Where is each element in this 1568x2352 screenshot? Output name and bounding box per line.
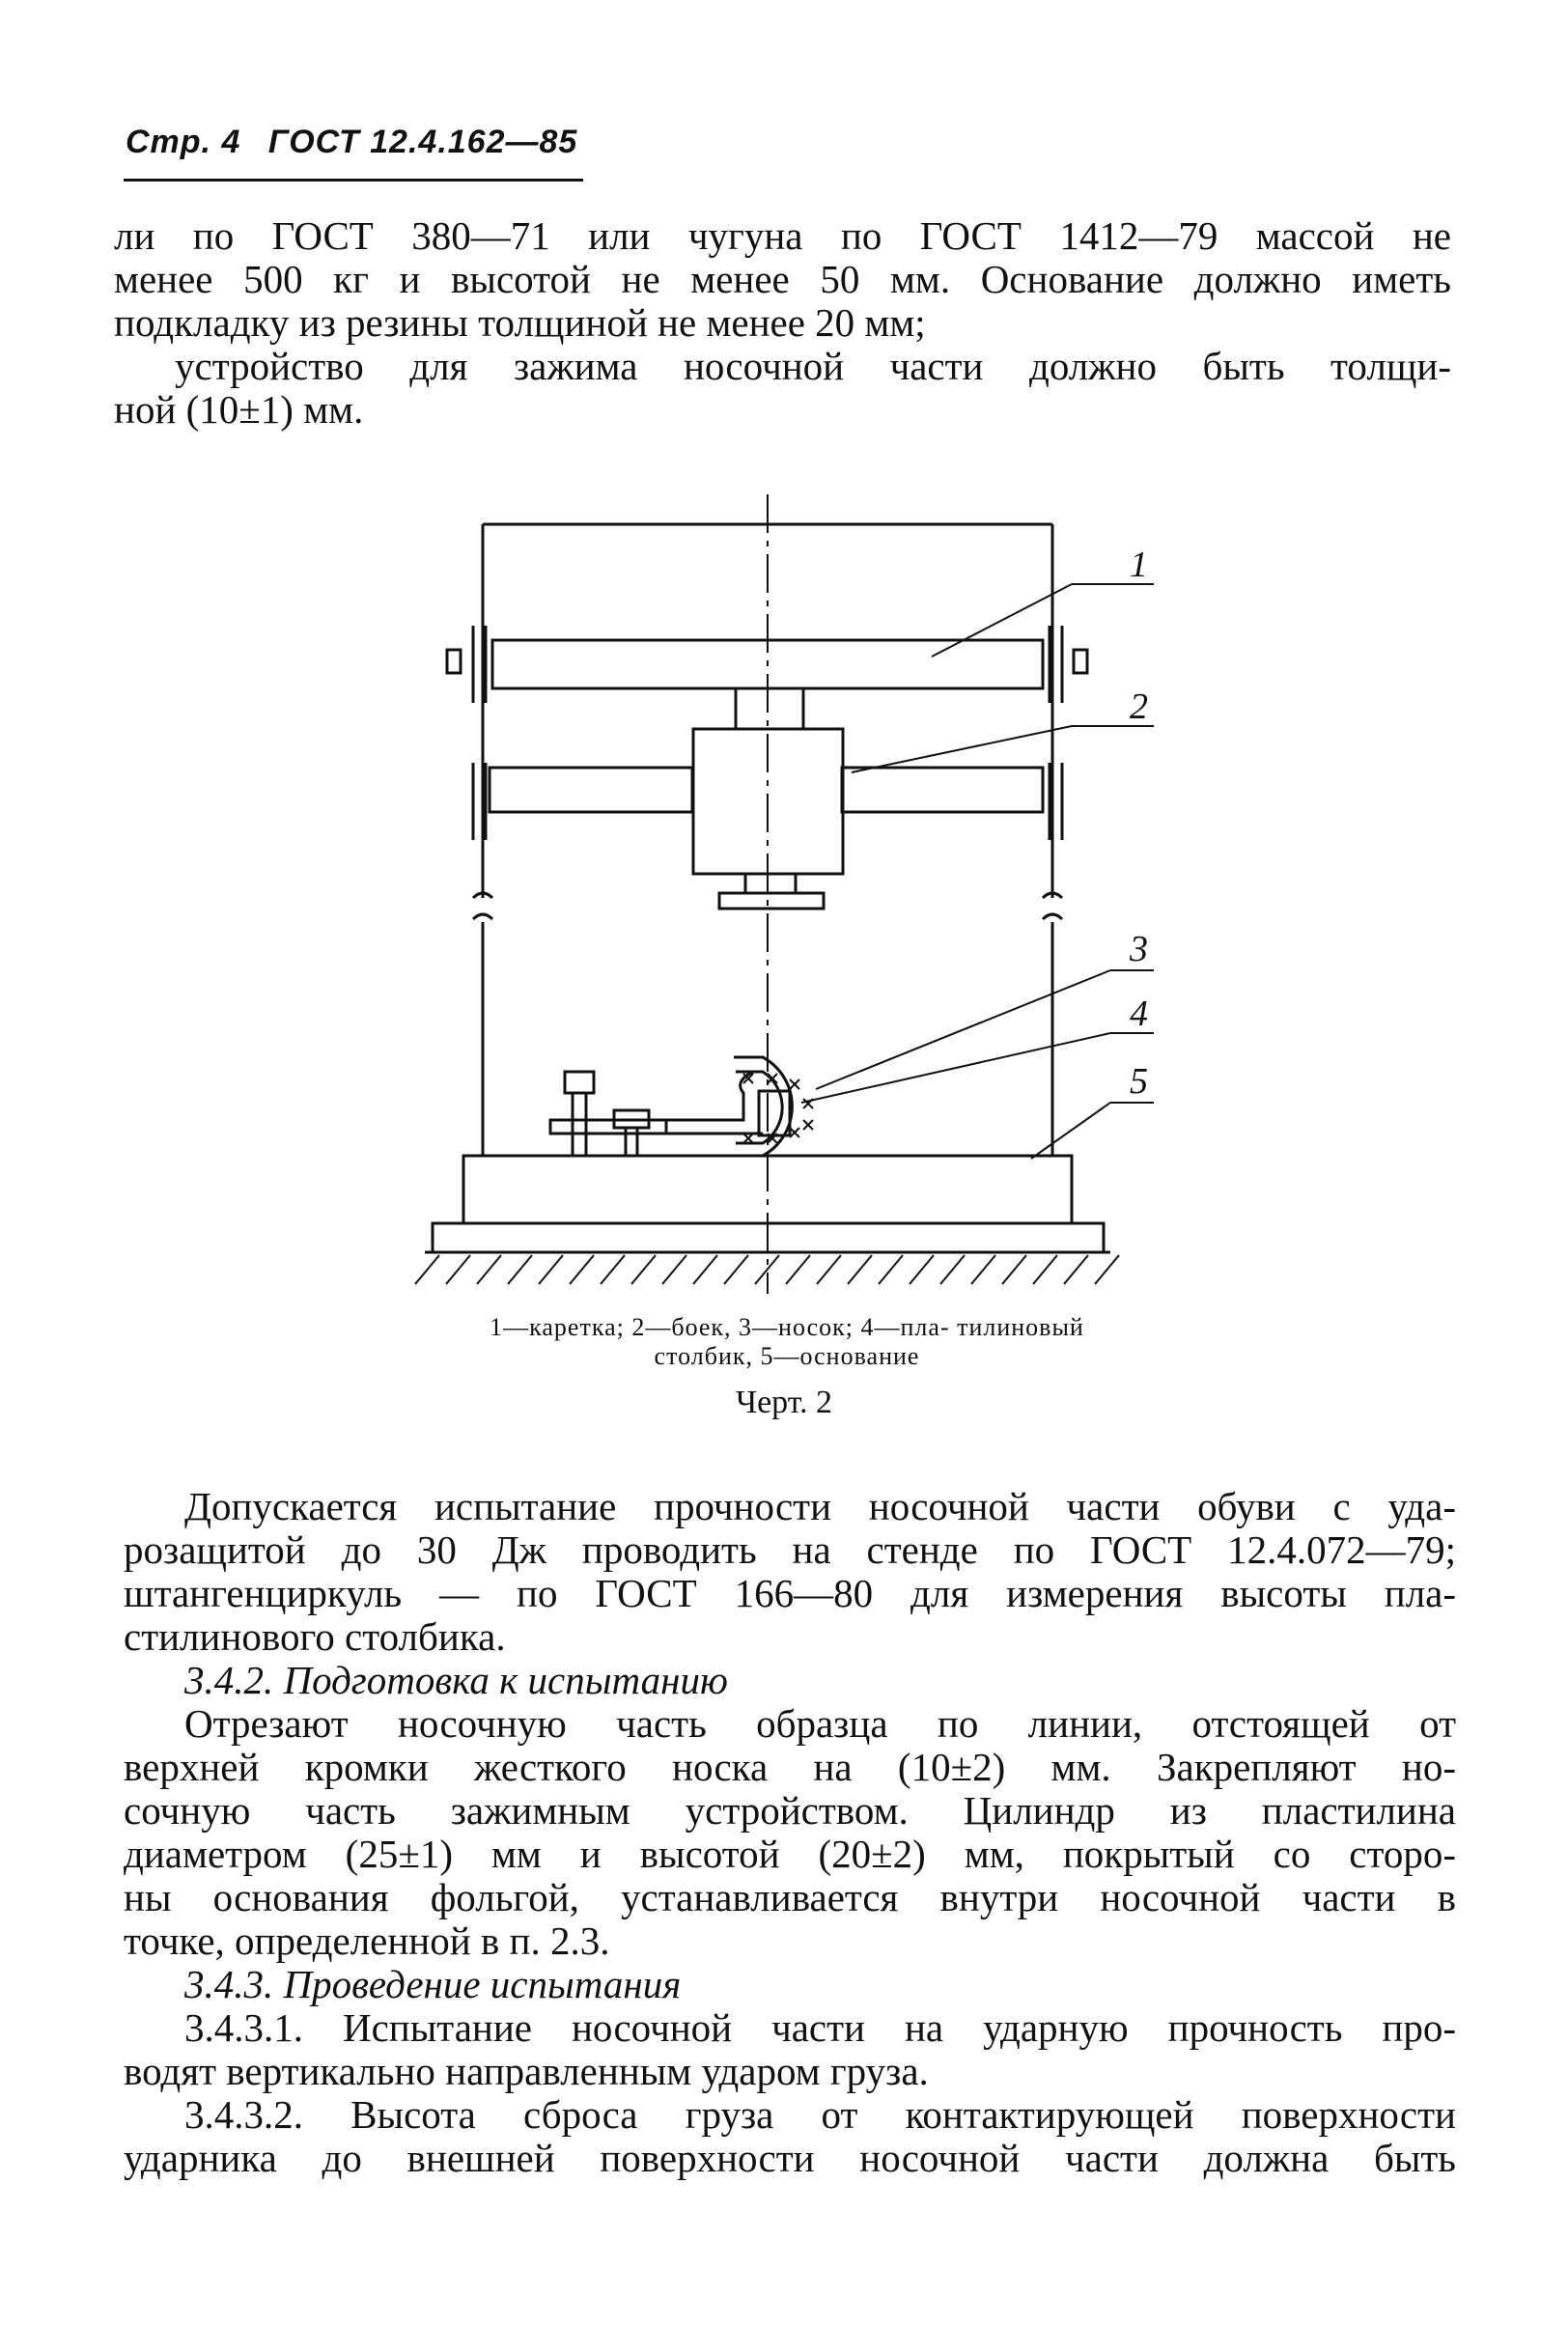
leader-lines — [801, 584, 1154, 1159]
section-heading: 3.4.2. Подготовка к испытанию — [184, 1658, 728, 1702]
text-line: штангенциркуль — по ГОСТ 166—80 для измерения высоты пла- — [124, 1571, 1456, 1615]
text-line: ны основания фольгой, устанавливается внутри носочной части в — [124, 1875, 1456, 1919]
caption-line: столбик, 5—основание — [654, 1342, 920, 1370]
text-line: розащитой до 30 Дж проводить на стенде по ГОСТ 12.4.072—79; — [124, 1527, 1456, 1572]
plasticine-column-4 — [759, 1091, 790, 1135]
label-5: 5 — [1130, 1061, 1148, 1102]
section-heading: 3.4.3. Проведение испытания — [184, 1962, 682, 2006]
text-line: ли по ГОСТ 380—71 или чугуна по ГОСТ 1412—79 массой не — [114, 213, 1451, 258]
text-line: Отрезают носочную часть образца по линии, отстоящей от — [184, 1701, 1456, 1746]
text-line: устройство для зажима носочной части должно быть толщи- — [175, 344, 1451, 388]
text-line: сочную часть зажимным устройством. Цилиндр из пластилина — [124, 1788, 1456, 1833]
caption-line: 1—каретка; 2—боек, 3—носок; 4—пла- тилиновый — [490, 1313, 1084, 1341]
label-4: 4 — [1130, 994, 1148, 1034]
text-line: менее 500 кг и высотой не менее 50 мм. Основание должно иметь — [114, 257, 1451, 301]
text-line: 3.4.3.1. Испытание носочной части на ударную прочность про- — [184, 2005, 1456, 2050]
toe-cap-3 — [734, 1057, 813, 1156]
text-line: подкладку из резины толщиной не менее 20 мм; — [114, 300, 926, 345]
text-line: водят вертикально направленным ударом груза. — [124, 2049, 929, 2093]
text-line: точке, определенной в п. 2.3. — [124, 1918, 610, 1963]
text-line: ной (10±1) мм. — [114, 387, 364, 432]
text-line: Допускается испытание прочности носочной части обуви с уда- — [184, 1484, 1456, 1528]
text-line: верхней кромки жесткого носка на (10±2) мм. Закрепляют но- — [124, 1745, 1456, 1789]
text-line: ударника до внешней поверхности носочной части должна быть — [124, 2136, 1456, 2180]
text-line: 3.4.3.2. Высота сброса груза от контактирующей поверхности — [184, 2092, 1456, 2137]
bottom-text-block — [124, 1485, 1456, 2180]
clamp-device — [550, 1072, 763, 1156]
text-line: стилинового столбика. — [124, 1614, 506, 1659]
text-line: диаметром (25±1) мм и высотой (20±2) мм, покрытый со сторо- — [124, 1832, 1456, 1876]
page-number: Стр. 4 — [126, 124, 241, 160]
label-1: 1 — [1130, 545, 1148, 585]
label-2: 2 — [1130, 686, 1148, 727]
standard-number: ГОСТ 12.4.162—85 — [267, 124, 578, 160]
figure-caption — [406, 1313, 1168, 1371]
figure-title: Черт. 2 — [735, 1385, 833, 1420]
label-3: 3 — [1130, 929, 1148, 969]
